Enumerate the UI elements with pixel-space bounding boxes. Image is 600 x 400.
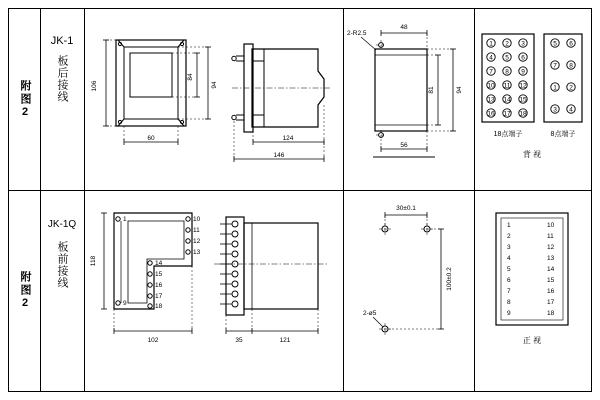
caption-rear-view: 背 视	[522, 150, 542, 159]
svg-text:17: 17	[155, 293, 163, 300]
svg-text:14: 14	[155, 260, 163, 267]
dim-94-cutout: 94	[456, 86, 463, 94]
figure-jk1q-views	[84, 191, 343, 390]
svg-text:3: 3	[521, 40, 525, 48]
svg-text:14: 14	[547, 266, 555, 273]
jk1-views-svg	[84, 9, 343, 190]
svg-text:18: 18	[155, 303, 163, 310]
jk1-cutout-labels	[347, 24, 463, 149]
svg-text:12: 12	[193, 238, 201, 245]
svg-text:9: 9	[507, 310, 511, 317]
dim-35: 35	[235, 337, 243, 344]
svg-text:16: 16	[547, 288, 555, 295]
dim-60: 60	[147, 135, 155, 142]
model-name-jk1q: JK-1Q	[47, 219, 77, 230]
caption-18-terminals: 18点端子	[493, 131, 523, 138]
svg-text:11: 11	[547, 233, 554, 240]
svg-text:14: 14	[503, 96, 511, 104]
svg-text:8: 8	[507, 299, 511, 306]
svg-text:7: 7	[507, 288, 511, 295]
svg-text:10: 10	[487, 82, 495, 90]
svg-text:13: 13	[547, 255, 555, 262]
svg-text:6: 6	[521, 54, 525, 62]
dim-2-R2.5: 2-R2.5	[347, 30, 367, 37]
svg-text:8: 8	[505, 68, 509, 76]
svg-text:9: 9	[521, 68, 525, 76]
jk1q-terminals-svg	[474, 191, 591, 390]
svg-text:12: 12	[519, 82, 527, 90]
dim-124: 124	[282, 135, 294, 142]
jk1q-views-svg	[84, 191, 343, 390]
jk1-dimension-labels	[91, 73, 294, 159]
svg-text:10: 10	[193, 216, 201, 223]
dim-84: 84	[187, 73, 194, 81]
model-name-jk1: JK-1	[50, 35, 74, 47]
svg-text:4: 4	[507, 255, 511, 262]
dim-118: 118	[90, 255, 97, 267]
appendix-label-jk1q	[9, 191, 40, 390]
dim-146: 146	[273, 152, 285, 159]
figure-jk1q-terminals	[474, 191, 591, 390]
dim-48: 48	[400, 24, 408, 31]
jk1q-cutout-svg	[343, 191, 474, 390]
svg-text:1: 1	[507, 222, 511, 229]
svg-text:15: 15	[519, 96, 527, 104]
svg-text:7: 7	[553, 62, 557, 70]
svg-text:3: 3	[553, 106, 557, 114]
terminals-18	[487, 39, 527, 118]
svg-text:7: 7	[489, 68, 493, 76]
svg-text:5: 5	[505, 54, 509, 62]
svg-text:6: 6	[569, 40, 573, 48]
dim-2-d5: 2-ø5	[363, 310, 377, 317]
svg-text:6: 6	[507, 277, 511, 284]
svg-text:15: 15	[155, 271, 163, 278]
dim-30-tol: 30±0.1	[396, 205, 416, 212]
jk1-terminals-svg	[474, 9, 591, 190]
svg-text:1: 1	[489, 40, 493, 48]
figure-jk1-views	[84, 9, 343, 190]
svg-text:10: 10	[547, 222, 555, 229]
dim-106: 106	[91, 80, 98, 92]
svg-text:4: 4	[489, 54, 493, 62]
svg-text:16: 16	[155, 282, 163, 289]
svg-text:12: 12	[547, 244, 555, 251]
caption-8-terminals: 8点端子	[550, 131, 576, 138]
terminals-8	[551, 39, 575, 114]
model-label-jk1	[40, 9, 84, 190]
mounting-text-jk1q: 板前接线	[56, 241, 68, 289]
dim-121: 121	[279, 337, 291, 344]
appendix-text: 附图2	[19, 79, 31, 120]
svg-text:3: 3	[507, 244, 511, 251]
mounting-text-jk1: 板后接线	[56, 55, 68, 103]
svg-text:15: 15	[547, 277, 555, 284]
jk1q-cutout-labels	[363, 205, 453, 317]
svg-text:11: 11	[193, 227, 200, 234]
svg-text:5: 5	[507, 266, 511, 273]
jk1q-dimension-labels	[90, 216, 291, 344]
svg-text:17: 17	[503, 110, 511, 118]
figure-jk1q-cutout	[343, 191, 474, 390]
caption-front-view: 正 视	[522, 336, 542, 345]
svg-text:18: 18	[547, 310, 555, 317]
svg-text:13: 13	[193, 249, 201, 256]
dim-102: 102	[147, 337, 159, 344]
svg-text:1: 1	[123, 216, 127, 223]
svg-text:2: 2	[507, 233, 511, 240]
dim-56: 56	[400, 142, 408, 149]
model-label-jk1q	[40, 191, 84, 390]
svg-text:11: 11	[503, 82, 511, 90]
jk1q-terminal-numbers	[507, 222, 555, 317]
svg-text:17: 17	[547, 299, 555, 306]
appendix-label-jk1	[9, 9, 40, 190]
figure-jk1-terminals	[474, 9, 591, 190]
appendix-text-2: 附图2	[19, 270, 31, 311]
dim-81: 81	[428, 86, 435, 94]
svg-text:13: 13	[487, 96, 495, 104]
figure-jk1-cutout	[343, 9, 474, 190]
svg-text:9: 9	[123, 300, 127, 307]
jk1-cutout-svg	[343, 9, 474, 190]
svg-text:2: 2	[505, 40, 509, 48]
svg-text:18: 18	[519, 110, 527, 118]
jk1-terminal-captions	[494, 129, 576, 159]
svg-text:4: 4	[569, 106, 573, 114]
dim-100-tol: 100±0.2	[446, 267, 453, 291]
svg-text:8: 8	[569, 62, 573, 70]
drawing-frame	[8, 8, 592, 392]
dim-94: 94	[211, 81, 218, 89]
svg-text:2: 2	[569, 84, 573, 92]
svg-text:5: 5	[553, 40, 557, 48]
svg-text:1: 1	[553, 84, 557, 92]
svg-text:16: 16	[487, 110, 495, 118]
